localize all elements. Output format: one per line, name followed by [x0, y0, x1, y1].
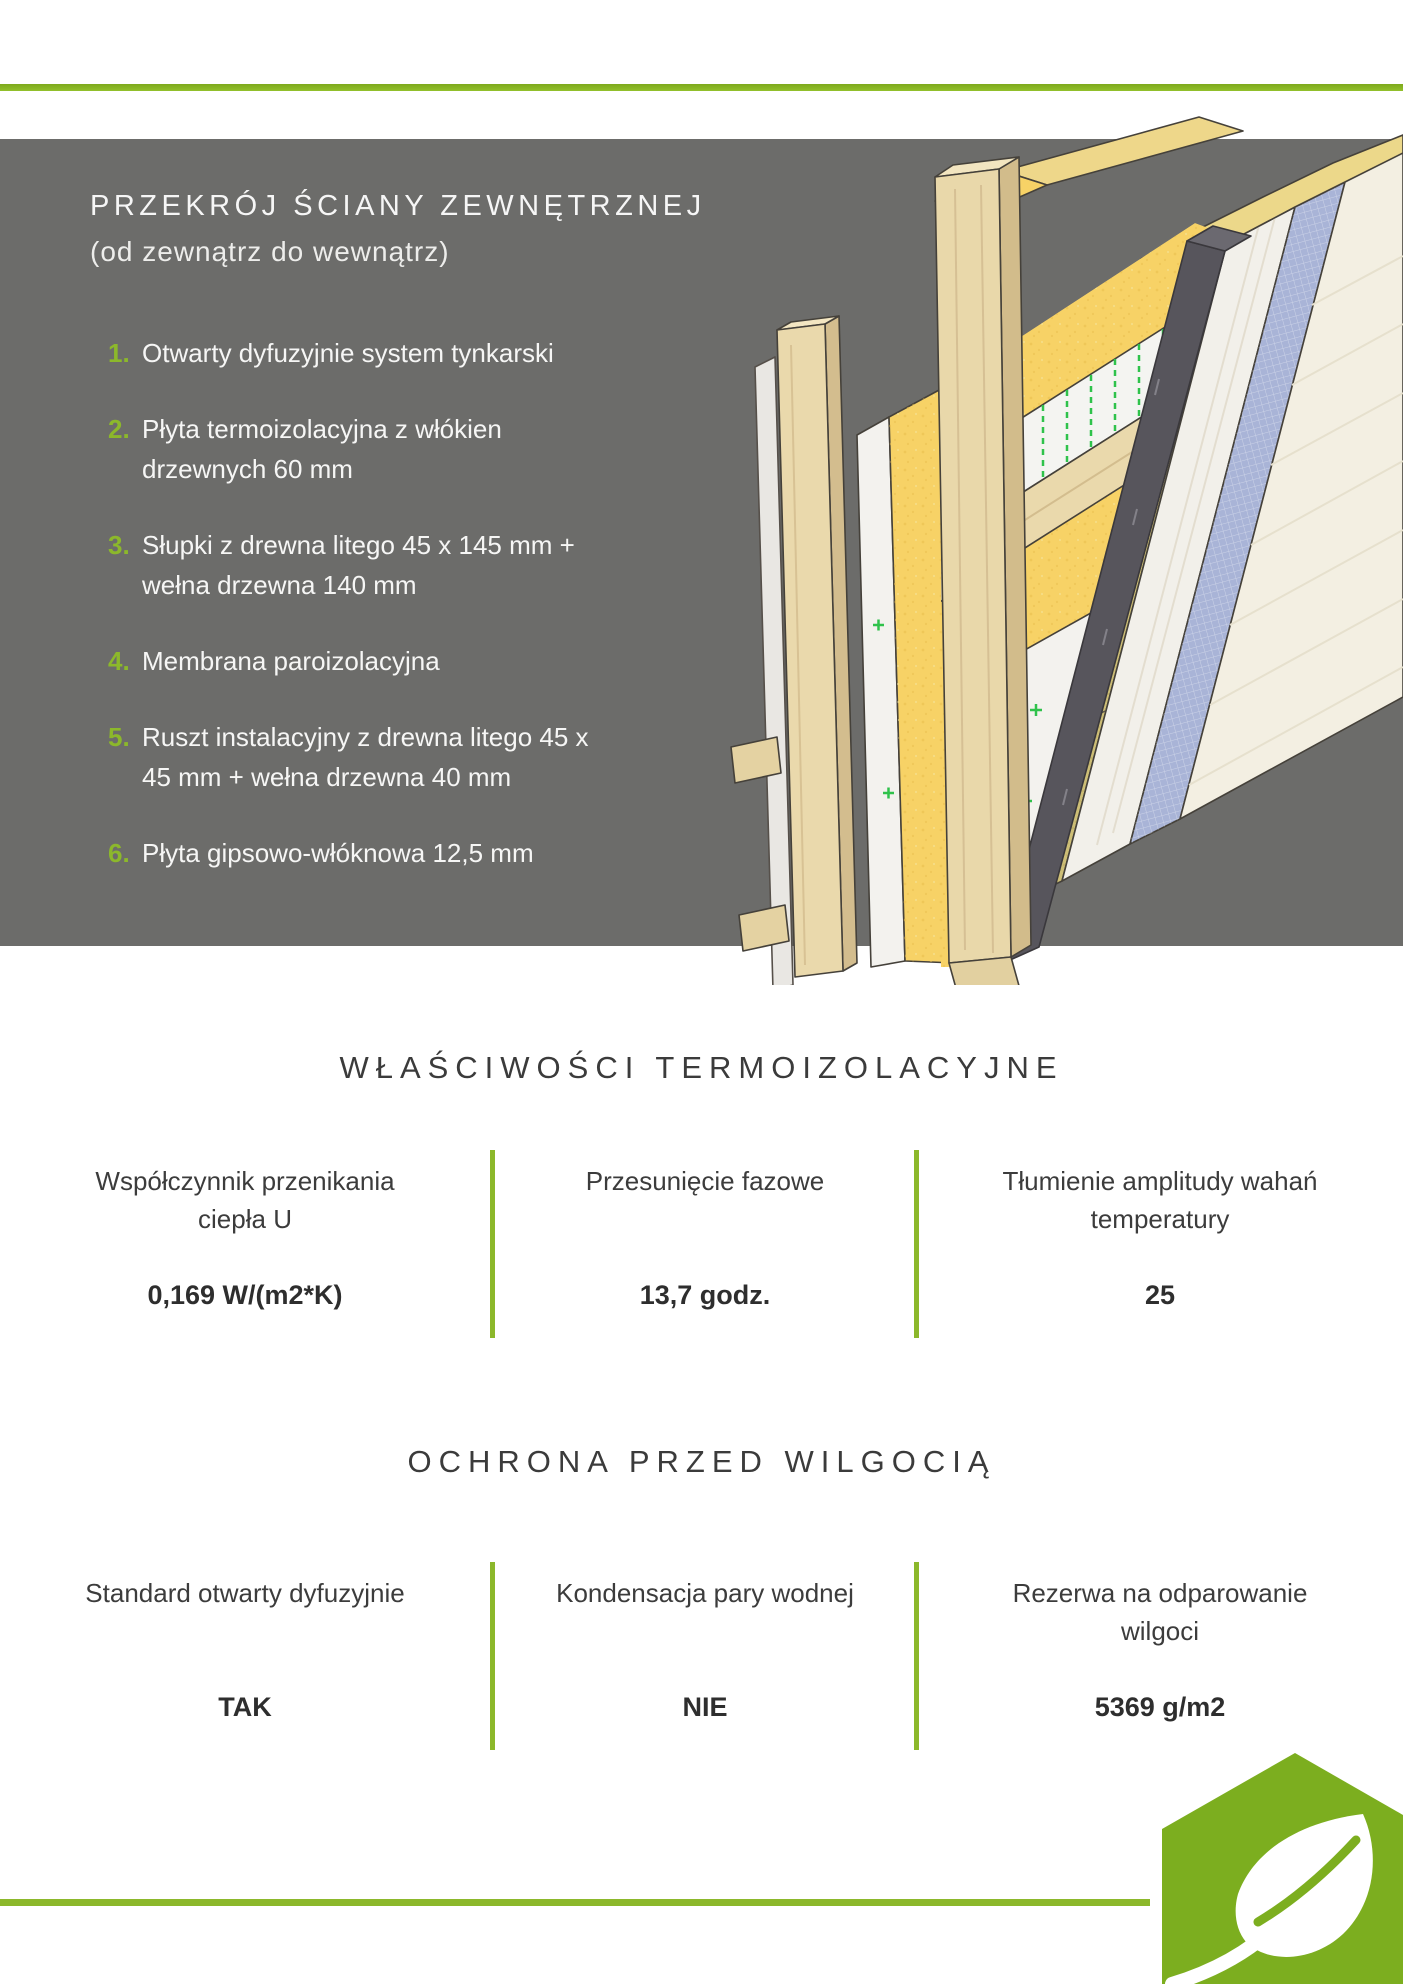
list-item-number: 5.	[108, 722, 130, 752]
wall-cross-section-illustration	[703, 105, 1403, 985]
stat-evaporation-reserve	[945, 1562, 1375, 1752]
column-divider	[490, 1150, 495, 1338]
list-item-text: Ruszt instalacyjny z drewna litego 45 x 45 mm + wełna drzewna 40 mm	[142, 722, 589, 792]
list-item	[108, 409, 598, 489]
list-item	[108, 525, 598, 605]
stat-diffusion-open	[30, 1562, 460, 1752]
list-item	[108, 717, 598, 797]
stat-label: Rezerwa na odparowanie wilgoci	[1012, 1578, 1308, 1646]
house-leaf-icon	[1158, 1752, 1403, 1984]
list-item-number: 3.	[108, 530, 130, 560]
stat-row-thermal	[0, 1150, 1403, 1340]
stat-value: 13,7 godz.	[639, 1280, 771, 1310]
list-item	[108, 833, 598, 873]
list-item-number: 1.	[108, 338, 130, 368]
column-divider	[914, 1150, 919, 1338]
list-item-number: 4.	[108, 646, 130, 676]
list-item-number: 2.	[108, 414, 130, 444]
list-item-text: Płyta gipsowo-włóknowa 12,5 mm	[142, 838, 534, 868]
stat-value: NIE	[682, 1692, 728, 1722]
column-divider	[490, 1562, 495, 1750]
stat-value: 0,169 W/(m2*K)	[147, 1280, 343, 1310]
page-title: PRZEKRÓJ ŚCIANY ZEWNĘTRZNEJ	[90, 190, 706, 222]
stat-value: 5369 g/m2	[1094, 1692, 1226, 1722]
list-item-text: Słupki z drewna litego 45 x 145 mm + wełna drzewna 140 mm	[142, 530, 575, 600]
list-item-text: Płyta termoizolacyjna z włókien drzewnych 60 mm	[142, 414, 502, 484]
stat-label: Przesunięcie fazowe	[585, 1166, 825, 1196]
wall-layer-list	[108, 333, 598, 909]
stat-amplitude-damping	[945, 1150, 1375, 1340]
stat-value: TAK	[218, 1692, 272, 1722]
section-heading-moisture: OCHRONA PRZED WILGOCIĄ	[407, 1444, 996, 1479]
top-accent-line	[0, 84, 1403, 91]
stat-u-value	[30, 1150, 460, 1340]
stat-label: Kondensacja pary wodnej	[556, 1578, 854, 1608]
stat-phase-shift	[520, 1150, 890, 1340]
stat-row-moisture	[0, 1562, 1403, 1752]
stat-condensation	[520, 1562, 890, 1752]
list-item	[108, 333, 598, 373]
page-subtitle: (od zewnątrz do wewnątrz)	[90, 236, 450, 267]
stat-value: 25	[1144, 1280, 1176, 1310]
stat-label: Tłumienie amplitudy wahań temperatury	[1002, 1166, 1318, 1234]
column-divider	[914, 1562, 919, 1750]
stat-label: Standard otwarty dyfuzyjnie	[85, 1578, 405, 1608]
bottom-accent-line	[0, 1899, 1150, 1906]
list-item-text: Membrana paroizolacyjna	[142, 646, 440, 676]
list-item-number: 6.	[108, 838, 130, 868]
list-item-text: Otwarty dyfuzyjnie system tynkarski	[142, 338, 554, 368]
section-heading-thermal: WŁAŚCIWOŚCI TERMOIZOLACYJNE	[339, 1050, 1064, 1085]
list-item	[108, 641, 598, 681]
stat-label: Współczynnik przenikania ciepła U	[95, 1166, 395, 1234]
